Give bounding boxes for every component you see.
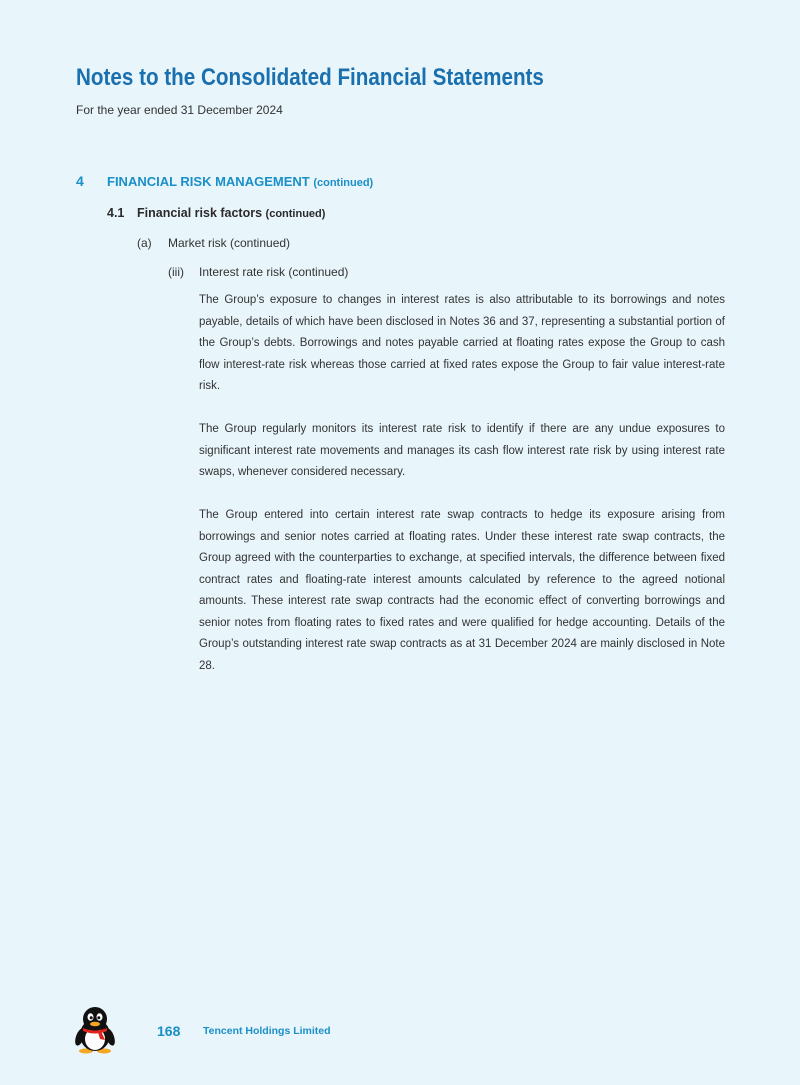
item-a-heading	[137, 236, 290, 250]
page-subtitle: For the year ended 31 December 2024	[76, 103, 283, 117]
section-heading	[76, 173, 373, 189]
subsection-heading	[107, 206, 325, 220]
company-name: Tencent Holdings Limited	[203, 1025, 331, 1037]
subsection-continued: (continued)	[265, 208, 326, 220]
paragraph-2: The Group regularly monitors its interest rate risk to identify if there are any undue exposures to significant interest rate movements and manages its cash flow interest rate risk by using interest rate swaps, whenever considered necessary.	[199, 423, 725, 478]
paragraph-3: The Group entered into certain interest rate swap contracts to hedge its exposure arising from borrowings and senior notes carried at floating rates. Under these interest rate swap contracts, the Group agreed with the counterparties to exchange, at specified intervals, the difference between fixed contract rates and floating-rate interest amounts calculated by reference to the agreed notional amounts. These interest rate swap contracts had the economic effect of converting borrowings and senior notes from floating rates to fixed rates and were qualified for hedge accounting. Details of the Group’s outstanding interest rate swap contracts as at 31 December 2024 are mainly disclosed in Note 28.	[199, 509, 725, 672]
item-iii-number: (iii)	[168, 265, 184, 279]
item-a-title: Market risk (continued)	[168, 236, 291, 250]
page-title: Notes to the Consolidated Financial Statements	[76, 64, 544, 91]
section-number: 4	[76, 173, 84, 189]
section-title: FINANCIAL RISK MANAGEMENT	[107, 174, 310, 189]
item-a-number: (a)	[137, 236, 152, 250]
item-iii-title: Interest rate risk (continued)	[199, 265, 349, 279]
penguin-logo-icon	[74, 1006, 116, 1059]
subsection-number: 4.1	[107, 206, 125, 220]
subsection-title: Financial risk factors	[137, 206, 263, 220]
page-number: 168	[157, 1023, 181, 1039]
body-text	[199, 290, 725, 699]
paragraph-1: The Group’s exposure to changes in interest rates is also attributable to its borrowings and notes payable, details of which have been disclosed in Notes 36 and 37, representing a substantial portion of the Group’s debts. Borrowings and notes payable carried at floating rates expose the Group to cash flow interest-rate risk whereas those carried at fixed rates expose the Group to fair value interest-rate risk.	[199, 294, 725, 392]
section-continued: (continued)	[313, 177, 374, 189]
item-iii-heading	[168, 265, 348, 279]
